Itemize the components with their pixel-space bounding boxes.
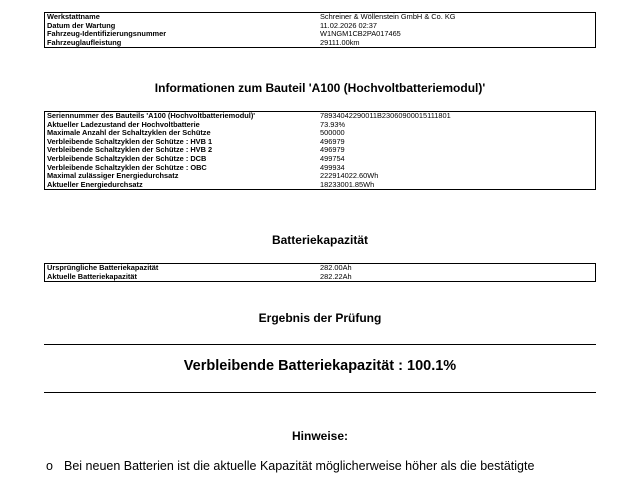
row-key: Fahrzeuglaufleistung xyxy=(47,37,122,47)
row-key: Verbleibende Schaltzyklen der Schütze : DCB xyxy=(47,153,207,163)
row-value: 29111.00km xyxy=(320,37,360,47)
row-value: 496979 xyxy=(320,145,345,155)
row-key: Verbleibende Schaltzyklen der Schütze : OBC xyxy=(47,162,207,172)
row-key: Maximale Anzahl der Schaltzyklen der Schütze xyxy=(47,128,211,138)
row-key: Fahrzeug-Identifizierungsnummer xyxy=(47,29,167,39)
header-table xyxy=(44,12,596,48)
row-value: W1NGM1CB2PA017465 xyxy=(320,29,401,39)
result-text: Verbleibende Batteriekapazität : 100.1% xyxy=(183,358,457,374)
result-title: Ergebnis der Prüfung xyxy=(258,311,382,325)
row-key: Verbleibende Schaltzyklen der Schütze : HVB 2 xyxy=(47,145,213,155)
note-text: Bei neuen Batterien ist die aktuelle Kapazität möglicherweise höher als die bestätigte xyxy=(64,459,535,473)
row-value: 222914022.60Wh xyxy=(320,171,379,181)
table-row xyxy=(45,39,596,48)
row-key: Aktuelle Batteriekapazität xyxy=(47,271,137,281)
row-value: 282.22Ah xyxy=(320,271,352,281)
row-value: 499934 xyxy=(320,162,345,172)
row-key: Aktueller Ladezustand der Hochvoltbatterie xyxy=(47,119,200,129)
notes-title: Hinweise: xyxy=(291,429,348,443)
row-value: 73.93% xyxy=(320,119,346,129)
row-value: 499754 xyxy=(320,153,345,163)
capacity-title: Batteriekapazität xyxy=(271,233,369,247)
row-key: Aktueller Energiedurchsatz xyxy=(47,179,143,189)
component-title: Informationen zum Bauteil 'A100 (Hochvoltbatteriemodul)' xyxy=(154,81,486,95)
row-value: Schreiner & Wöllenstein GmbH & Co. KG xyxy=(320,12,456,21)
row-value: 282.00Ah xyxy=(320,263,352,272)
note-item xyxy=(46,458,534,474)
row-value: 500000 xyxy=(320,128,345,138)
row-value: 496979 xyxy=(320,136,345,146)
row-key: Verbleibende Schaltzyklen der Schütze : HVB 1 xyxy=(47,136,213,146)
table-row xyxy=(45,273,596,282)
capacity-table xyxy=(44,263,596,282)
table-row xyxy=(45,181,596,190)
row-key: Werkstattname xyxy=(47,12,100,21)
row-value: 11.02.2026 02:37 xyxy=(320,20,377,30)
row-value: 18233001.85Wh xyxy=(320,179,375,189)
row-key: Ursprüngliche Batteriekapazität xyxy=(47,263,159,272)
row-value: 78934042290011B23060900015111801 xyxy=(320,111,451,120)
component-table xyxy=(44,111,596,190)
row-key: Seriennummer des Bauteils 'A100 (Hochvoltbatteriemodul)' xyxy=(47,111,256,120)
row-key: Datum der Wartung xyxy=(47,20,116,30)
row-key: Maximal zulässiger Energiedurchsatz xyxy=(47,171,179,181)
bullet-icon: o xyxy=(46,459,53,473)
